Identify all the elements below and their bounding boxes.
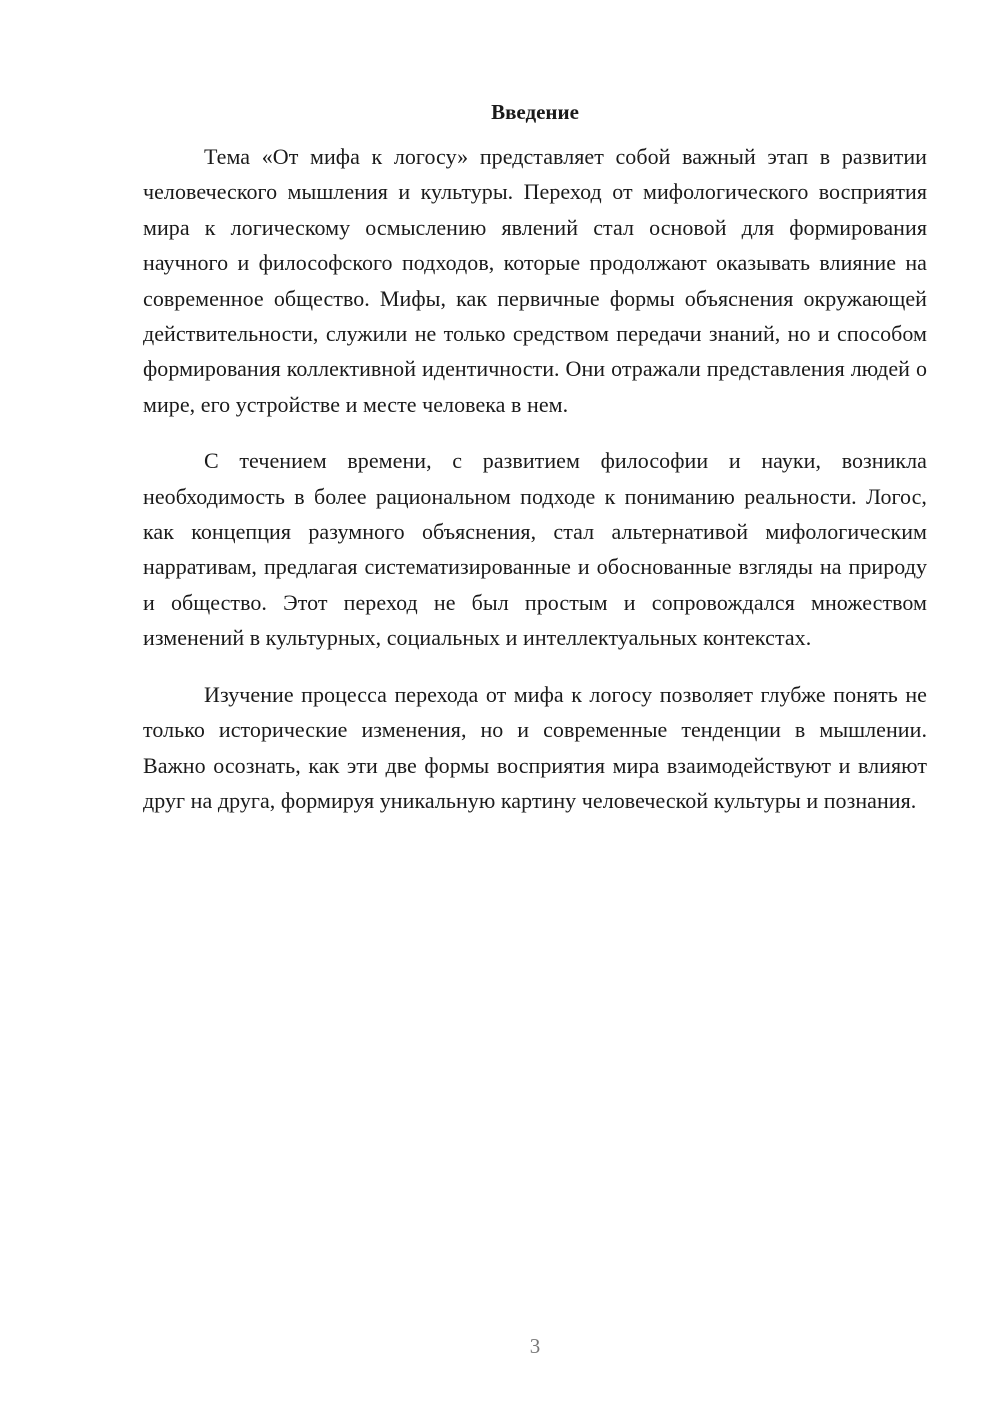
section-heading: Введение [491,100,579,124]
page-number: 3 [529,1334,541,1358]
page-content [143,97,927,839]
paragraph-2: С течением времени, с развитием философии и науки, возникла необходимость в более рациональном подходе к пониманию реальности. Логос, как концепция разумного объяснения, стал альтернативой мифологическим нарративам, предлагая систематизированные и обоснованные взгляды на природу и общество. Этот переход не был простым и сопровождался множеством изменений в культурных, социальных и интеллектуальных контекстах. [143,448,927,651]
paragraph-1: Тема «От мифа к логосу» представляет собой важный этап в развитии человеческого мышления и культуры. Переход от мифологического восприятия мира к логическому осмыслению явлений стал основой для формирования научного и философского подходов, которые продолжают оказывать влияние на современное общество. Мифы, как первичные формы объяснения окружающей действительности, служили не только средством передачи знаний, но и способом формирования коллективной идентичности. Они отражали представления людей о мире, его устройстве и месте человека в нем. [143,144,927,417]
paragraph-3: Изучение процесса перехода от мифа к логосу позволяет глубже понять не только исторические изменения, но и современные тенденции в мышлении. Важно осознать, как эти две формы восприятия мира взаимодействуют и влияют друг на друга, формируя уникальную картину человеческой культуры и познания. [143,681,927,813]
